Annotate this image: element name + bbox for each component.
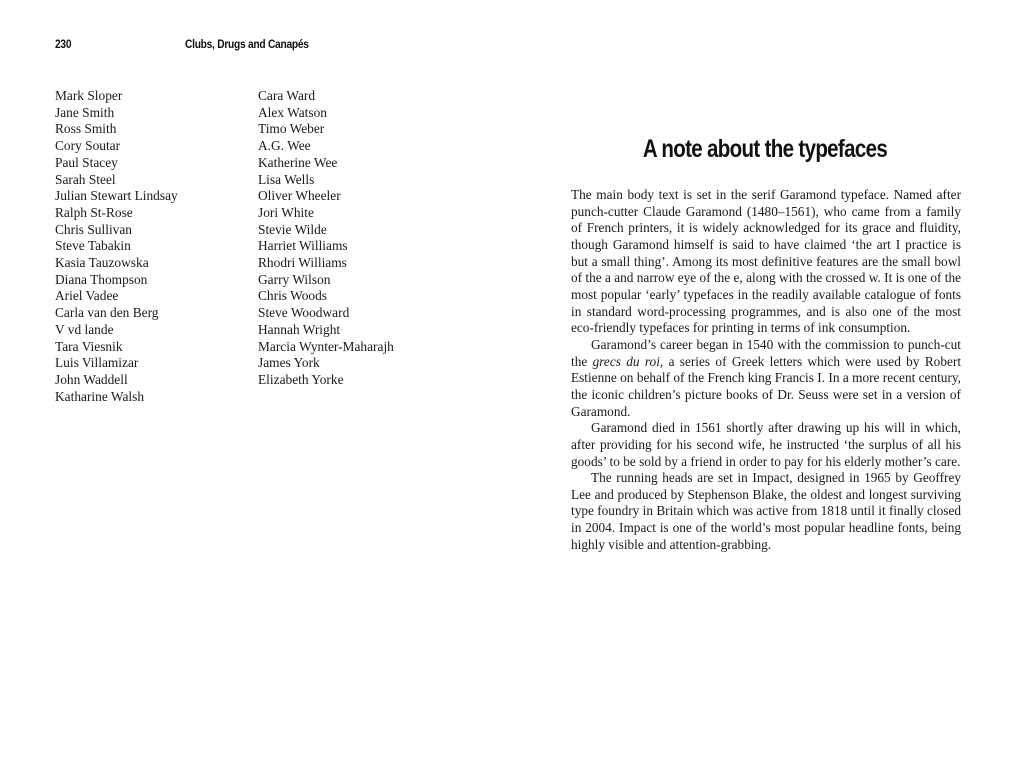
paragraph-text: , a series of Greek letters which were used by Robert Estienne on behalf of the French king Francis I. In a more recent century, the iconic children’s picture books of Dr. Seuss were set in a version of Garamond. [571, 353, 962, 419]
name-entry: Hannah Wright [258, 321, 341, 337]
name-entry: A.G. Wee [258, 138, 311, 154]
name-entry: Jori White [258, 204, 314, 220]
name-entry: Timo Weber [258, 121, 325, 137]
name-entry: Paul Stacey [55, 154, 118, 170]
name-entry: Carla van den Berg [55, 305, 159, 321]
name-entry: Jane Smith [55, 104, 115, 120]
name-entry: Julian Stewart Lindsay [55, 188, 178, 204]
name-entry: Cory Soutar [55, 138, 121, 154]
paragraph: Garamond died in 1561 shortly after drawing up his will in which, after providing for his second wife, he instructed ‘the surplus of all his goods’ to be sold by a friend in order to pay for his elderly mother’s care. [571, 420, 961, 469]
name-entry: Katharine Walsh [55, 388, 145, 404]
paragraph [571, 337, 961, 420]
name-entry: John Waddell [55, 371, 128, 387]
paragraph: The running heads are set in Impact, designed in 1965 by Geoffrey Lee and produced by Stephenson Blake, the oldest and longest surviving type foundry in Britain which was active from 1818 until it finally closed in 2004. Impact is one of the world’s most popular headline fonts, being highly visible and attention-grabbing. [571, 470, 961, 552]
name-entry: Mark Sloper [55, 88, 123, 103]
name-entry: Ross Smith [55, 121, 117, 137]
name-entry: Chris Woods [258, 288, 327, 304]
name-entry: V vd lande [55, 321, 114, 337]
paragraph-text: Garamond’s career began in 1540 with the commission to punch-cut the [571, 336, 961, 369]
acknowledgements-column-2 [258, 88, 394, 389]
name-entry: Stevie Wilde [258, 221, 327, 237]
note-body [571, 187, 961, 553]
name-entry: Marcia Wynter-Maharajh [258, 338, 394, 354]
name-entry: Sarah Steel [55, 171, 116, 187]
page-number: 230 [55, 37, 72, 51]
name-entry: Chris Sullivan [55, 221, 133, 237]
name-entry: Steve Tabakin [55, 238, 131, 254]
name-entry: Harriet Williams [258, 238, 348, 254]
name-entry: Luis Villamizar [55, 355, 139, 371]
name-entry: Oliver Wheeler [258, 188, 341, 204]
acknowledgements-column-1 [55, 88, 178, 405]
name-entry: Lisa Wells [258, 171, 315, 187]
name-entry: Ariel Vadee [55, 288, 119, 304]
name-entry: Steve Woodward [258, 305, 350, 321]
name-entry: Elizabeth Yorke [258, 371, 344, 387]
section-title: A note about the typefaces [642, 135, 888, 163]
name-entry: James York [258, 355, 320, 371]
italic-phrase: grecs du roi [592, 353, 660, 369]
name-entry: Rhodri Williams [258, 255, 347, 271]
running-head-title: Clubs, Drugs and Canapés [185, 37, 309, 51]
name-entry: Tara Viesnik [55, 338, 123, 354]
right-page [508, 0, 1016, 780]
name-entry: Kasia Tauzowska [55, 255, 149, 271]
name-entry: Ralph St-Rose [55, 204, 133, 220]
name-entry: Cara Ward [258, 88, 316, 103]
name-entry: Alex Watson [258, 104, 327, 120]
paragraph: The main body text is set in the serif Garamond typeface. Named after punch-cutter Claude Garamond (1480–1561), who came from a family of French printers, it is widely acknowledged for its grace and fluidity, though Garamond himself is said to have claimed ‘the art I practice is but a small thing’. Among its most definitive features are the small bowl of the a and narrow eye of the e, along with the crossed w. It is one of the most popular ‘early’ typefaces in the readily available catalogue of fonts in standard word-processing programmes, and is also one of the most eco-friendly typefaces for printing in terms of ink consumption. [571, 187, 961, 336]
name-entry: Diana Thompson [55, 271, 148, 287]
name-entry: Katherine Wee [258, 154, 338, 170]
name-entry: Garry Wilson [258, 271, 331, 287]
